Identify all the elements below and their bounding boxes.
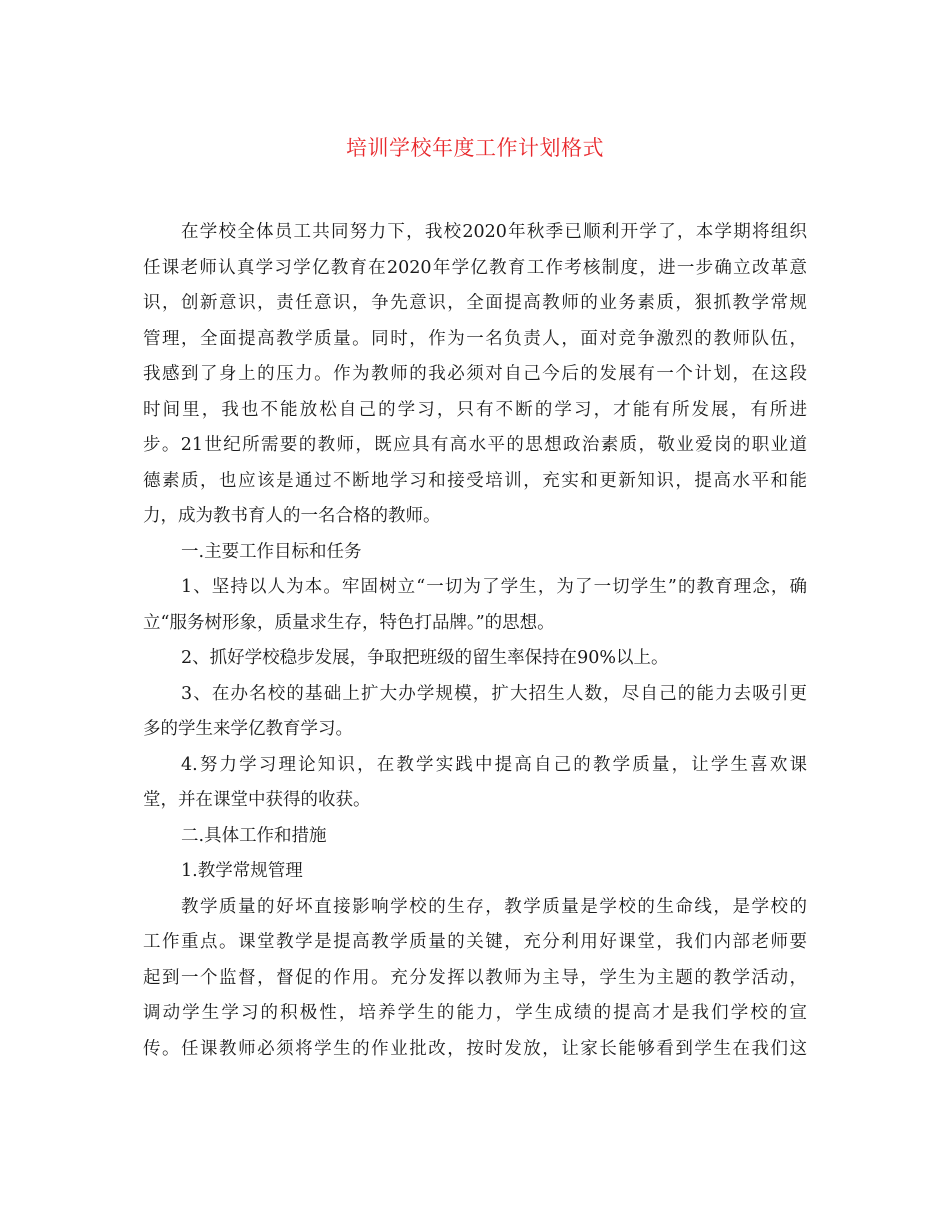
text-line: 调动学生学习的积极性，培养学生的能力，学生成绩的提高才是我们学校的宣 (143, 1003, 807, 1023)
document-body (143, 215, 807, 1067)
text-line: 4.努力学习理论知识，在教学实践中提高自己的教学质量，让学生喜欢课 (181, 754, 807, 775)
text-line: 多的学生来学亿教育学习。 (143, 719, 353, 739)
text-line: 任课老师认真学习学亿教育在2020年学亿教育工作考核制度，进一步确立改革意 (143, 257, 807, 278)
text-line: 1、坚持以人为本。牢固树立“一切为了学生，为了一切学生”的教育理念，确 (181, 577, 807, 597)
text-line: 步。21世纪所需要的教师，既应具有高水平的思想政治素质，敬业爱岗的职业道 (143, 435, 807, 455)
text-line: 3、在办名校的基础上扩大办学规模，扩大招生人数，尽自己的能力去吸引更 (181, 683, 807, 704)
text-line: 立“服务树形象，质量求生存，特色打品牌。”的思想。 (143, 612, 555, 633)
text-line: 在学校全体员工共同努力下，我校2020年秋季已顺利开学了，本学期将组织 (181, 222, 807, 242)
text-line: 我感到了身上的压力。作为教师的我必须对自己今后的发展有一个计划，在这段 (143, 364, 807, 384)
text-line: 工作重点。课堂教学是提高教学质量的关键，充分利用好课堂，我们内部老师要 (143, 932, 807, 952)
text-line: 传。任课教师必须将学生的作业批改，按时发放，让家长能够看到学生在我们这 (143, 1038, 807, 1059)
text-line: 2、抓好学校稳步发展，争取把班级的留生率保持在90%以上。 (181, 648, 669, 668)
text-line: 教学质量的好坏直接影响学校的生存，教学质量是学校的生命线，是学校的 (181, 896, 807, 917)
text-line: 二.具体工作和措施 (181, 825, 327, 846)
text-line: 一.主要工作目标和任务 (181, 541, 362, 562)
text-line: 管理，全面提高教学质量。同时，作为一名负责人，面对竞争激烈的教师队伍， (143, 328, 807, 349)
text-line: 起到一个监督，督促的作用。充分发挥以教师为主导，学生为主题的教学活动， (143, 967, 807, 988)
text-line: 时间里，我也不能放松自己的学习，只有不断的学习，才能有所发展，有所进 (143, 399, 807, 420)
text-line: 堂，并在课堂中获得的收获。 (143, 790, 371, 810)
text-line: 1.教学常规管理 (181, 861, 303, 881)
text-line: 德素质，也应该是通过不断地学习和接受培训，充实和更新知识，提高水平和能 (143, 470, 807, 491)
document-title: 培训学校年度工作计划格式 (346, 136, 604, 160)
text-line: 力，成为教书育人的一名合格的教师。 (143, 506, 441, 526)
text-line: 识，创新意识，责任意识，争先意识，全面提高教师的业务素质，狠抓教学常规 (143, 293, 807, 313)
